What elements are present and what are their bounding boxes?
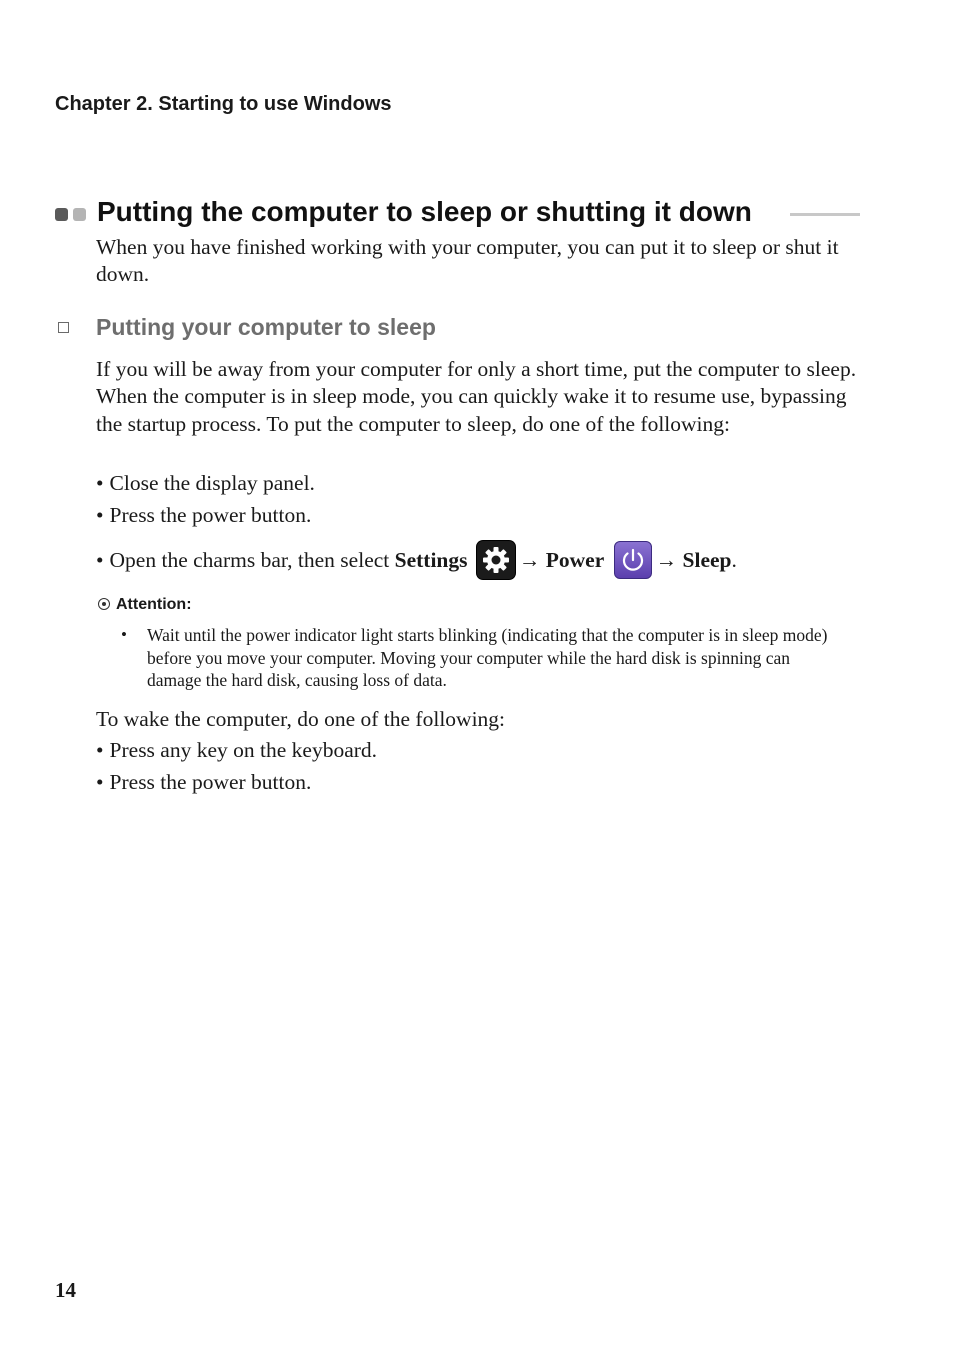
bullet-mark: • (96, 503, 104, 527)
heading-rule (790, 213, 860, 216)
attention-text: Wait until the power indicator light starts blinking (indicating that the computer is in sleep mode) before you move your computer. Moving your computer while the hard disk is spinning can damage the hard disk, causing loss of data. (147, 625, 828, 690)
wake-intro: To wake the computer, do one of the following: (96, 707, 506, 731)
list-item (96, 470, 315, 497)
bullet-mark: • (96, 547, 104, 572)
note-bullet-mark: • (121, 625, 127, 644)
list-item-text: Press the power button. (109, 770, 312, 794)
list-item-charms (96, 543, 737, 581)
sleep-label: Sleep (682, 547, 732, 572)
list-item-text: Press the power button. (109, 503, 312, 527)
attention-label: Attention: (116, 596, 192, 613)
charms-prefix: Open the charms bar, then select (109, 547, 395, 572)
page-number: 14 (55, 1278, 76, 1302)
gear-icon (477, 541, 515, 579)
heading-dot-dark (55, 208, 68, 221)
bullet-mark: • (96, 770, 104, 794)
subsection-title: Putting your computer to sleep (96, 314, 436, 340)
arrow-2: → (655, 547, 678, 572)
power-icon (614, 541, 652, 579)
square-bullet-icon (58, 322, 69, 333)
heading-dot-light (73, 208, 86, 221)
attention-icon (98, 598, 110, 610)
settings-label: Settings (394, 547, 468, 572)
section-intro: When you have finished working with your computer, you can put it to sleep or shut it down. (96, 235, 839, 286)
section-heading (55, 196, 861, 232)
attention-heading (98, 596, 192, 614)
list-item-text: Close the display panel. (109, 471, 315, 495)
bullet-mark: • (96, 471, 104, 495)
power-label: Power (545, 547, 605, 572)
list-item (96, 769, 311, 796)
section-title: Putting the computer to sleep or shutting it down (97, 196, 752, 227)
arrow-1: → (518, 547, 541, 572)
list-item (96, 737, 377, 764)
bullet-mark: • (96, 738, 104, 762)
list-item (96, 502, 311, 529)
list-item-text: Press any key on the keyboard. (109, 738, 378, 762)
charms-suffix: . (731, 547, 737, 572)
chapter-header: Chapter 2. Starting to use Windows (55, 93, 392, 115)
sleep-paragraph: If you will be away from your computer for only a short time, put the computer to sleep. When the computer is in sleep mode, you can quickly wake it to resume use, bypassing the startup process. To put the computer to sleep, do one of the following: (96, 357, 857, 436)
